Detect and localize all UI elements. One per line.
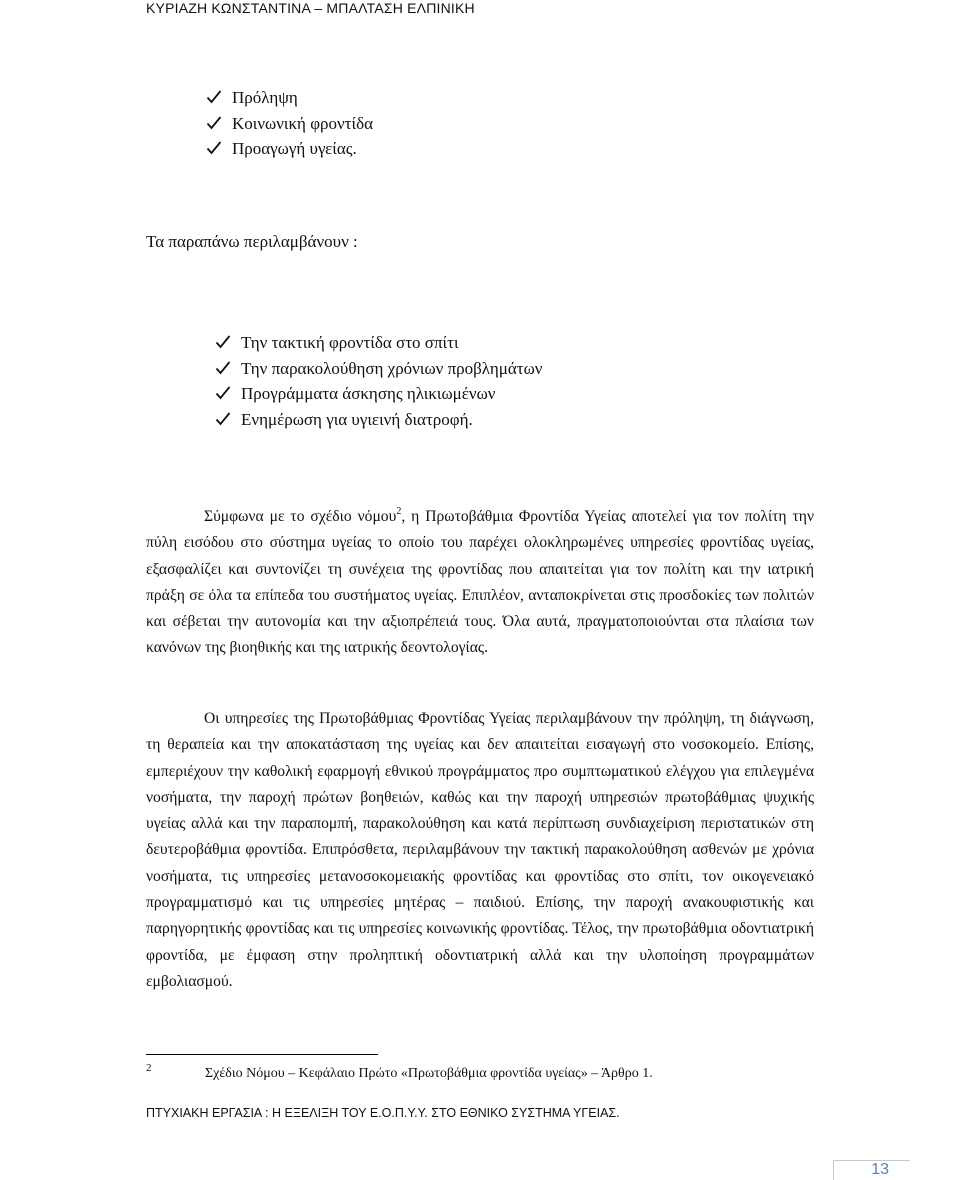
check-mark-icon xyxy=(215,360,231,376)
check-mark-icon xyxy=(215,411,231,427)
list-item xyxy=(215,330,543,356)
list-item xyxy=(215,381,543,407)
paragraph-primary-care-services: Οι υπηρεσίες της Πρωτοβάθμιας Φροντίδας Υγείας περιλαμβάνουν την πρόληψη, τη διάγνωση, τη θεραπεία και την αποκατάσταση της υγείας και δεν απαιτείται εισαγωγή στο νοσοκομείο. Επίσης, εμπεριέχουν την καθολική εφαρμογή εθνικού προγράμματος προ συμπτωματικού ελέγχου για επιλεγμένα νοσήματα, την παροχή πρώτων βοηθειών, καθώς και την παροχή υπηρεσιών πρωτοβάθμιας ψυχικής υγείας αλλά και την παραπομπή, παρακολούθηση και κατά περίπτωση συνδιαχείριση περιστατικών στη δευτεροβάθμια φροντίδα. Επιπρόσθετα, περιλαμβάνουν την τακτική παρακολούθηση ασθενών με χρόνια νοσήματα, τις υπηρεσίες μετανοσοκομειακής φροντίδας και φροντίδας στο σπίτι, τον οικογενειακό προγραμματισμό και τις υπηρεσίες μητέρας – παιδιού. Επίσης, την παροχή ανακουφιστικής και παρηγορητικής φροντίδας και τις υπηρεσίες κοινωνικής φροντίδας. Τέλος, την πρωτοβάθμια οδοντιατρική φροντίδα, με έμφαση στην προληπτική οδοντιατρική αλλά και την υλοποίηση προγραμμάτων εμβολιασμού. xyxy=(146,710,814,990)
check-mark-icon xyxy=(206,140,222,156)
check-mark-icon xyxy=(206,89,222,105)
footnote-reference[interactable]: 2 xyxy=(396,506,402,517)
list-item xyxy=(206,111,373,137)
checklist-top xyxy=(206,85,373,162)
list-item-text: Πρόληψη xyxy=(232,88,298,107)
list-item-text: Προαγωγή υγείας. xyxy=(232,139,357,158)
check-mark-icon xyxy=(215,334,231,350)
list-item-text: Την τακτική φροντίδα στο σπίτι xyxy=(241,333,459,352)
check-mark-icon xyxy=(206,115,222,131)
footnote-text: Σχέδιο Νόμου – Κεφάλαιο Πρώτο «Πρωτοβάθμια φροντίδα υγείας» – Άρθρο 1. xyxy=(205,1066,653,1081)
list-item xyxy=(206,136,373,162)
footnote-separator xyxy=(146,1054,378,1055)
list-item-text: Κοινωνική φροντίδα xyxy=(232,113,373,133)
paragraph-primary-care-definition xyxy=(146,504,814,662)
list-item-text: Προγράμματα άσκησης ηλικιωμένων xyxy=(241,384,496,403)
list-item-text: Ενημέρωση για υγιεινή διατροφή. xyxy=(241,409,473,429)
paragraph-text: , η Πρωτοβάθμια Φροντίδα Υγείας αποτελεί για τον πολίτη την πύλη εισόδου στο σύστημα υγείας το οποίο του παρέχει ολοκληρωμένες υπηρεσίες φροντίδας υγείας, εξασφαλίζει και συντονίζει τη συνέχεια της φροντίδας που απαιτείται για τον πολίτη και την ιατρική πράξη σε όλα τα επίπεδα του συστήματος υγείας. Επιπλέον, ανταποκρίνεται στις προσδοκίες των πολιτών και σέβεται την αυτονομία και την αξιοπρέπειά τους. Όλα αυτά, πραγματοποιούνται στα πλαίσια των κανόνων της βιοηθικής και της ιατρικής δεοντολογίας. xyxy=(146,508,814,657)
list-item xyxy=(215,356,543,382)
list-item-text: Την παρακολούθηση χρόνιων προβλημάτων xyxy=(241,358,543,378)
running-header: ΚΥΡΙΑΖΗ ΚΩΝΣΤΑΝΤΙΝΑ – ΜΠΑΛΤΑΣΗ ΕΛΠΙΝΙΚΗ xyxy=(146,0,475,16)
page-footer: ΠΤΥΧΙΑΚΗ ΕΡΓΑΣΙΑ : Η ΕΞΕΛΙΞΗ ΤΟΥ Ε.Ο.Π.Υ.Υ. ΣΤΟ ΕΘΝΙΚΟ ΣΥΣΤΗΜΑ ΥΓΕΙΑΣ. xyxy=(146,1106,620,1120)
intro-text: Τα παραπάνω περιλαμβάνουν : xyxy=(146,232,358,251)
footnote-number: 2 xyxy=(146,1062,152,1074)
list-item xyxy=(206,85,373,111)
page-number: 13 xyxy=(871,1161,889,1178)
checklist-bottom xyxy=(215,330,543,432)
list-item xyxy=(215,407,543,433)
paragraph-text: Σύμφωνα με το σχέδιο νόμου xyxy=(204,508,397,525)
check-mark-icon xyxy=(215,385,231,401)
